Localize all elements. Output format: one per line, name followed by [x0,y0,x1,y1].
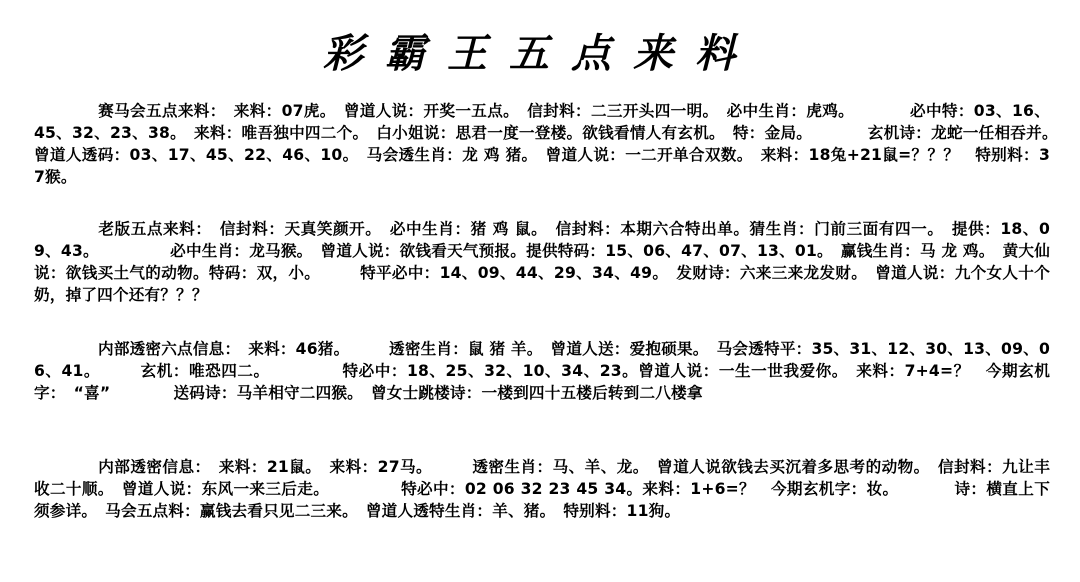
section-saima-five-points [34,100,1066,188]
section-old-five-points [34,218,1050,306]
section-text: 内部透密六点信息： 来料：46猪。 透密生肖：鼠 猪 羊。 曾道人送：爱抱硕果。 马会透特平：35、31、12、30、13、09、06、41。 玄机：唯恐四二。 特必中：18、25、32、10、34、23。曾道人说：一生一世我爱你。 来料：7+4=？ 今期玄机字： “喜” 送码诗：马羊相守二四猴。 曾女士跳楼诗：一楼到四十五楼后转到二八楼拿 [34,340,1050,402]
section-text: 老版五点来料： 信封料：天真笑颜开。 必中生肖：猪 鸡 鼠。 信封料：本期六合特出单。猜生肖：门前三面有四一。 提供：18、09、43。 必中生肖：龙马猴。 曾道人说：欲钱看天气预报。提供特码：15、06、47、07、13、01。 赢钱生肖：马 龙 鸡。 黄大仙说：欲钱买土气的动物。特码：双，小。 特平必中：14、09、44、29、34、49。 发财诗：六来三来龙发财。 曾道人说：九个女人十个奶，掉了四个还有？？？ [34,220,1050,304]
section-inside-six-points [34,338,1050,404]
section-text: 赛马会五点来料： 来料：07虎。 曾道人说：开奖一五点。 信封料：二三开头四一明。 必中生肖：虎鸡。 必中特：03、16、45、32、23、38。 来料：唯吾独中四二个。 白小姐说：思君一度一登楼。欲钱看情人有玄机。 特：金局。 玄机诗：龙蛇一任相吞并。 曾道人透码：03、17、45、22、46、10。 马会透生肖：龙 鸡 猪。 曾道人说：一二开单合双数。 来料：18兔+21鼠=？？？ 特别料：37猴。 [34,102,1066,186]
section-inside-info [34,456,1050,522]
page-title: 彩霸王五点来料 [323,30,757,77]
section-text: 内部透密信息： 来料：21鼠。 来料：27马。 透密生肖：马、羊、龙。 曾道人说欲钱去买沉着多思考的动物。 信封料：九让丰收二十顺。 曾道人说：东风一来三后走。 特必中：02 06 32 23 45 34。来料：1+6=？ 今期玄机字：妆。 诗：横直上下须参详。 马会五点料：赢钱去看只见二三来。 曾道人透特生肖：羊、猪。 特别料：11狗。 [34,458,1050,520]
